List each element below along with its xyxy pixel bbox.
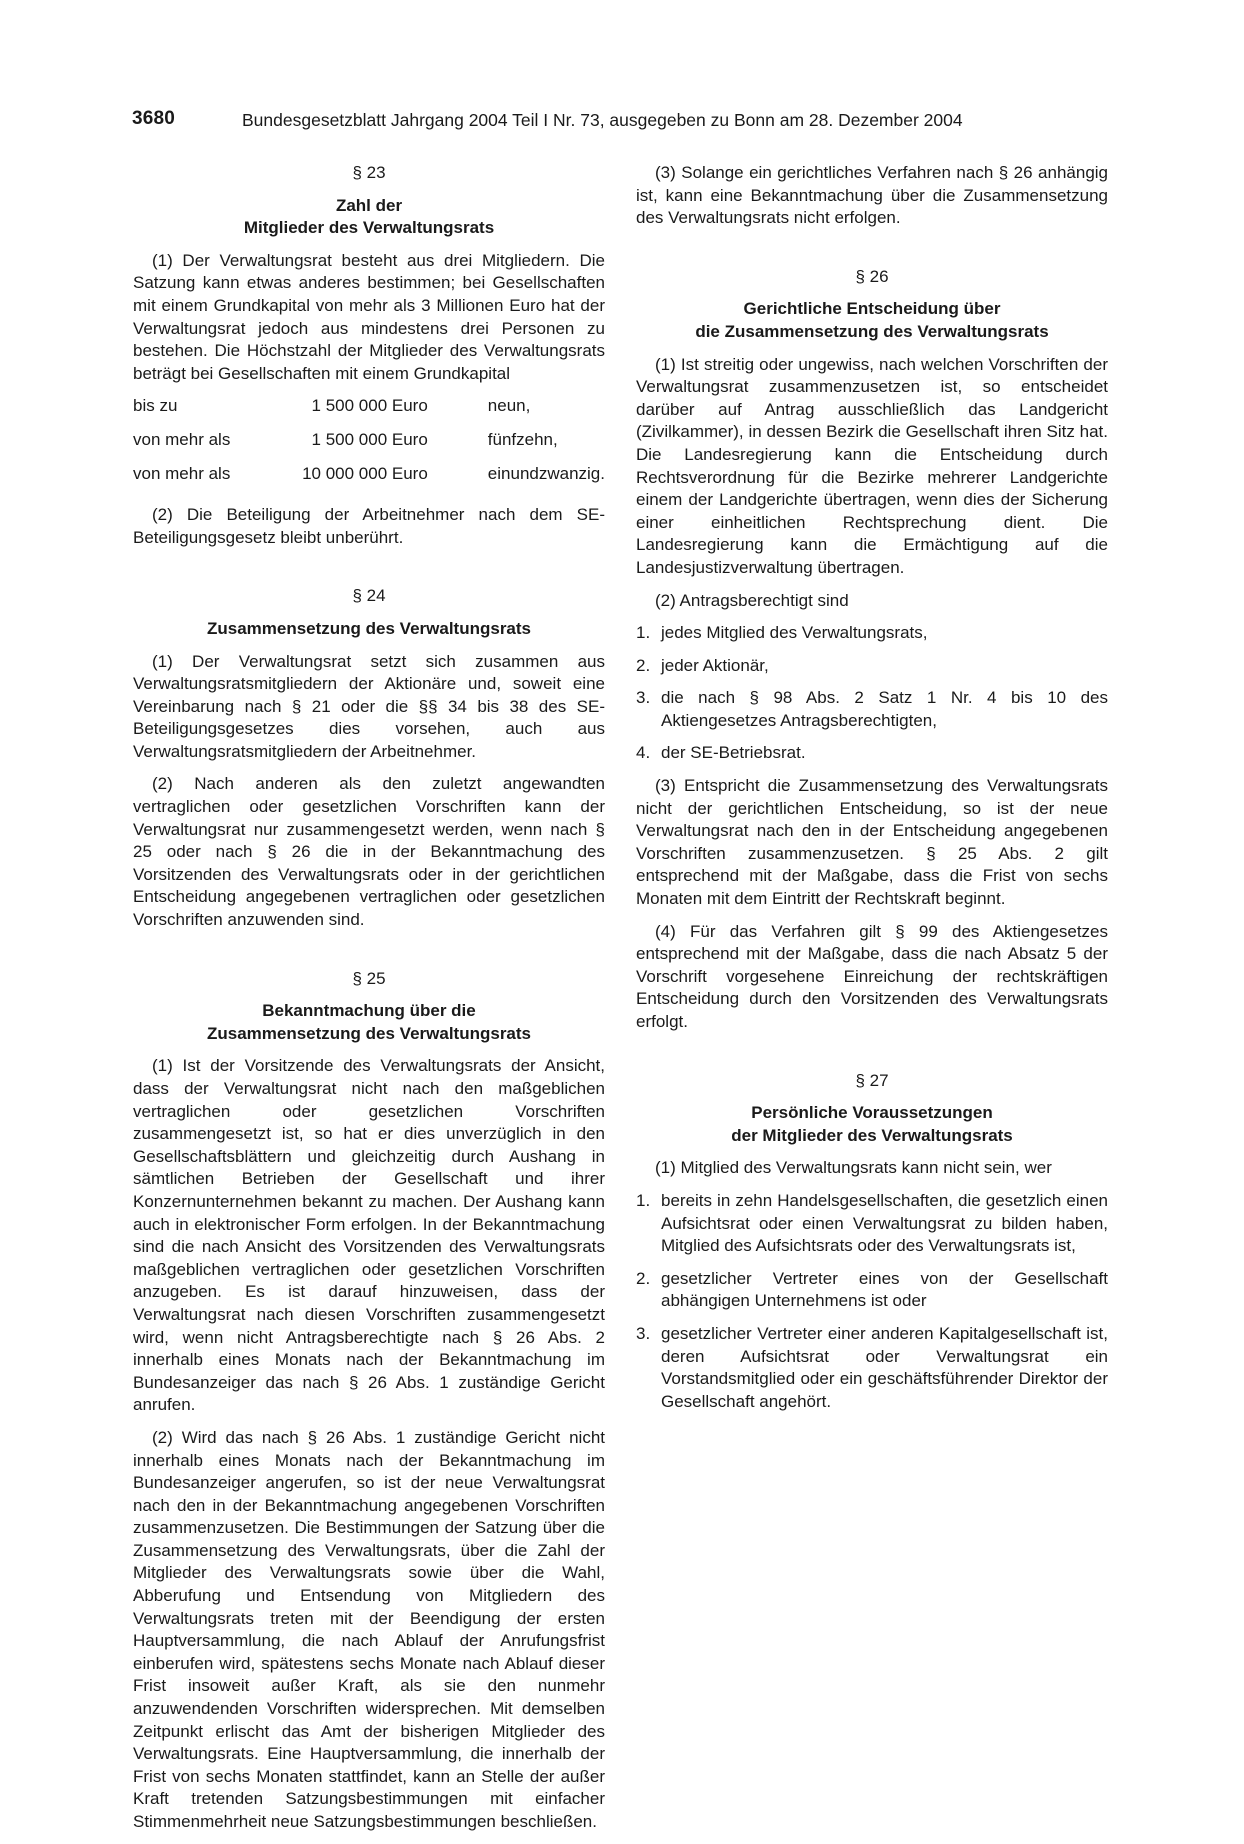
threshold-count: einundzwanzig.: [487, 463, 605, 483]
list-item-number: 2.: [636, 655, 651, 675]
section-26-para-4: (4) Für das Verfahren gilt § 99 des Aktiengesetzes entsprechend mit der Maßgabe, dass die nach Absatz 5 der Vorschrift vorgesehene Einreichung der rechtskräftigen Entscheidung durch den Vorsitzenden des Verwaltungsrats erfolgt.: [636, 921, 1108, 1031]
section-24-title: Zusammensetzung des Verwaltungsrats: [206, 618, 532, 638]
right-column: [636, 162, 1108, 1423]
threshold-count: fünfzehn,: [487, 429, 558, 449]
running-title: Bundesgesetzblatt Jahrgang 2004 Teil I Nr. 73, ausgegeben zu Bonn am 28. Dezember 2004: [242, 110, 963, 130]
list-item: [636, 622, 1108, 645]
list-item: [636, 687, 1108, 732]
threshold-amount: 1 500 000 Euro: [311, 429, 428, 449]
section-25-title-line2: Zusammensetzung des Verwaltungsrats: [206, 1023, 532, 1043]
threshold-count: neun,: [487, 396, 531, 416]
threshold-row: [133, 429, 605, 463]
list-item-text: der SE-Betriebsrat.: [661, 743, 806, 763]
section-27-title: [636, 1102, 1108, 1147]
threshold-row: [133, 395, 605, 429]
section-25-para-2: (2) Wird das nach § 26 Abs. 1 zuständige Gericht nicht innerhalb eines Monats nach der Bekanntmachung im Bundesanzeiger angerufen, so ist der neue Verwaltungsrat nach den in der Bekanntmachung angegebenen Vorschriften zusammenzusetzen. Die Bestimmungen der Satzung über die Zusammensetzung des Verwaltungsrats, über die Zahl der Mitglieder des Verwaltungsrats sowie über die Wahl, Abberufung und Entsendung von Mitgliedern des Verwaltungsrats treten mit der Beendigung der ersten Hauptversammlung, die nach Ablauf der Anrufungsfrist einberufen wird, spätestens sechs Monate nach Ablauf dieser Frist insoweit außer Kraft, als sie den nunmehr anzuwendenden Vorschriften widersprechen. Mit demselben Zeitpunkt erlischt das Amt der bisherigen Mitglieder des Verwaltungsrats. Eine Hauptversammlung, die innerhalb der Frist von sechs Monaten stattfindet, kann an Stelle der außer Kraft tretenden Satzungsbestimmungen mit einfacher Stimmenmehrheit neue Satzungsbestimmungen beschließen.: [133, 1427, 605, 1831]
threshold-amount: 10 000 000 Euro: [302, 463, 428, 483]
section-23-para-1: (1) Der Verwaltungsrat besteht aus drei Mitgliedern. Die Satzung kann etwas anderes bestimmen; bei Gesellschaften mit einem Grundkapital von mehr als 3 Millionen Euro hat der Verwaltungsrat jedoch aus mindestens drei Personen zu bestehen. Die Höchstzahl der Mitglieder des Verwaltungsrats beträgt bei Gesellschaften mit einem Grundkapital: [133, 250, 605, 383]
list-item: [636, 1323, 1108, 1413]
list-item-text: die nach § 98 Abs. 2 Satz 1 Nr. 4 bis 10 des Aktiengesetzes Antragsberechtigten,: [661, 688, 1108, 730]
list-item-text: bereits in zehn Handelsgesellschaften, die gesetzlich einen Aufsichtsrat oder einen Verwaltungsrat zu bilden haben, Mitglied des Aufsichtsrats oder des Verwaltungsrats ist,: [661, 1190, 1108, 1256]
section-24-para-1: (1) Der Verwaltungsrat setzt sich zusammen aus Verwaltungsratsmitgliedern der Aktionäre und, soweit eine Vereinbarung nach § 21 oder die §§ 34 bis 38 des SE-Beteiligungsgesetzes dies vorsehen, auch aus Verwaltungsratsmitgliedern der Arbeitnehmer.: [133, 651, 605, 761]
list-item: [636, 1268, 1108, 1313]
page-number: 3680: [132, 108, 176, 129]
threshold-condition: bis zu: [133, 396, 178, 416]
section-27-number: § 27: [855, 1070, 889, 1090]
list-item-text: gesetzlicher Vertreter einer anderen Kapitalgesellschaft ist, deren Aufsichtsrat oder Verwaltungsrat ein Vorstandsmitglied oder ein geschäftsführender Direktor der Gesellschaft angehört.: [661, 1323, 1108, 1411]
list-item: [636, 655, 1108, 678]
list-item-number: 3.: [636, 688, 651, 708]
section-23-number: § 23: [352, 163, 386, 182]
threshold-table: [133, 395, 605, 496]
threshold-amount: 1 500 000 Euro: [311, 396, 428, 416]
list-item-number: 1.: [636, 623, 651, 643]
page-header: [132, 108, 1112, 138]
section-26-para-1: (1) Ist streitig oder ungewiss, nach welchen Vorschriften der Verwaltungsrat zusammenzusetzen ist, so entscheidet darüber auf Antrag ausschließlich das Landgericht (Zivilkammer), in dessen Bezirk die Gesellschaft ihren Sitz hat. Die Landesregierung kann die Entscheidung durch Rechtsverordnung für die Bezirke mehrerer Landgerichte einem der Landgerichte übertragen, wenn dies der Sicherung einer einheitlichen Rechtsprechung dient. Die Landesregierung kann die Ermächtigung auf die Landesjustizverwaltung übertragen.: [636, 354, 1108, 577]
section-25-para-3: (3) Solange ein gerichtliches Verfahren nach § 26 anhängig ist, kann eine Bekanntmachung über die Zusammensetzung des Verwaltungsrats nicht erfolgen.: [636, 163, 1108, 228]
list-item-number: 4.: [636, 743, 651, 763]
section-25-number: § 25: [352, 968, 386, 988]
list-item: [636, 742, 1108, 765]
list-item-number: 1.: [636, 1190, 651, 1210]
section-26-title-line2: die Zusammensetzung des Verwaltungsrats: [695, 321, 1049, 341]
section-25-title: [133, 1000, 605, 1045]
section-27-title-line1: Persönliche Voraussetzungen: [751, 1103, 993, 1123]
section-26-para-2: (2) Antragsberechtigt sind: [655, 590, 849, 610]
left-column: [133, 162, 605, 1844]
threshold-condition: von mehr als: [133, 429, 231, 449]
section-25-title-line1: Bekanntmachung über die: [262, 1001, 476, 1021]
list-item-text: jedes Mitglied des Verwaltungsrats,: [661, 623, 928, 643]
section-26-title-line1: Gerichtliche Entscheidung über: [743, 299, 1001, 319]
list-item-number: 3.: [636, 1323, 651, 1343]
section-24-para-2: (2) Nach anderen als den zuletzt angewandten vertraglichen oder gesetzlichen Vorschriften kann der Verwaltungsrat nur zusammengesetzt werden, wenn nach § 25 oder nach § 26 die in der Bekanntmachung des Vorsitzenden des Verwaltungsrats oder in der gerichtlichen Entscheidung angegebenen vertraglichen oder gesetzlichen Vorschriften anzuwenden sind.: [133, 774, 605, 930]
section-23-title-line2: Mitglieder des Verwaltungsrats: [243, 218, 495, 238]
section-25-para-1: (1) Ist der Vorsitzende des Verwaltungsrats der Ansicht, dass der Verwaltungsrat nicht nach den maßgeblichen vertraglichen oder gesetzlichen Vorschriften zusammengesetzt ist, so hat er dies unverzüglich in den Gesellschaftsblättern und gleichzeitig durch Aushang in sämtlichen Betrieben der Gesellschaft und ihrer Konzernunternehmen bekannt zu machen. Der Aushang kann auch in elektronischer Form erfolgen. In der Bekanntmachung sind die nach Ansicht des Vorsitzenden des Verwaltungsrats maßgeblichen vertraglichen oder gesetzlichen Vorschriften anzugeben. Es ist darauf hinzuweisen, dass der Verwaltungsrat nach diesen Vorschriften zusammengesetzt wird, wenn nicht Antragsberechtigte nach § 26 Abs. 2 innerhalb eines Monats nach der Bekanntmachung im Bundesanzeiger das nach § 26 Abs. 1 zuständige Gericht anrufen.: [133, 1056, 605, 1415]
threshold-condition: von mehr als: [133, 463, 231, 483]
list-item-number: 2.: [636, 1268, 651, 1288]
section-27-para-1: (1) Mitglied des Verwaltungsrats kann nicht sein, wer: [655, 1158, 1052, 1178]
list-item: [636, 1190, 1108, 1258]
section-27-title-line2: der Mitglieder des Verwaltungsrats: [731, 1125, 1013, 1145]
section-26-number: § 26: [855, 266, 889, 286]
threshold-row: [133, 463, 605, 497]
section-26-para-3: (3) Entspricht die Zusammensetzung des Verwaltungsrats nicht der gerichtlichen Entscheidung, so ist der neue Verwaltungsrat nach den in der Entscheidung angegebenen Vorschriften zusammenzusetzen. § 25 Abs. 2 gilt entsprechend mit der Maßgabe, dass die Frist von sechs Monaten mit dem Eintritt der Rechtskraft beginnt.: [636, 776, 1108, 909]
list-item-text: jeder Aktionär,: [661, 655, 769, 675]
section-26-title: [636, 298, 1108, 343]
list-item-text: gesetzlicher Vertreter eines von der Gesellschaft abhängigen Unternehmens ist oder: [661, 1268, 1108, 1311]
section-23-para-2: (2) Die Beteiligung der Arbeitnehmer nach dem SE-Beteiligungsgesetz bleibt unberührt.: [133, 505, 605, 547]
section-23-title: [133, 195, 605, 240]
section-24-number: § 24: [352, 586, 386, 606]
section-23-title-line1: Zahl der: [335, 195, 403, 215]
